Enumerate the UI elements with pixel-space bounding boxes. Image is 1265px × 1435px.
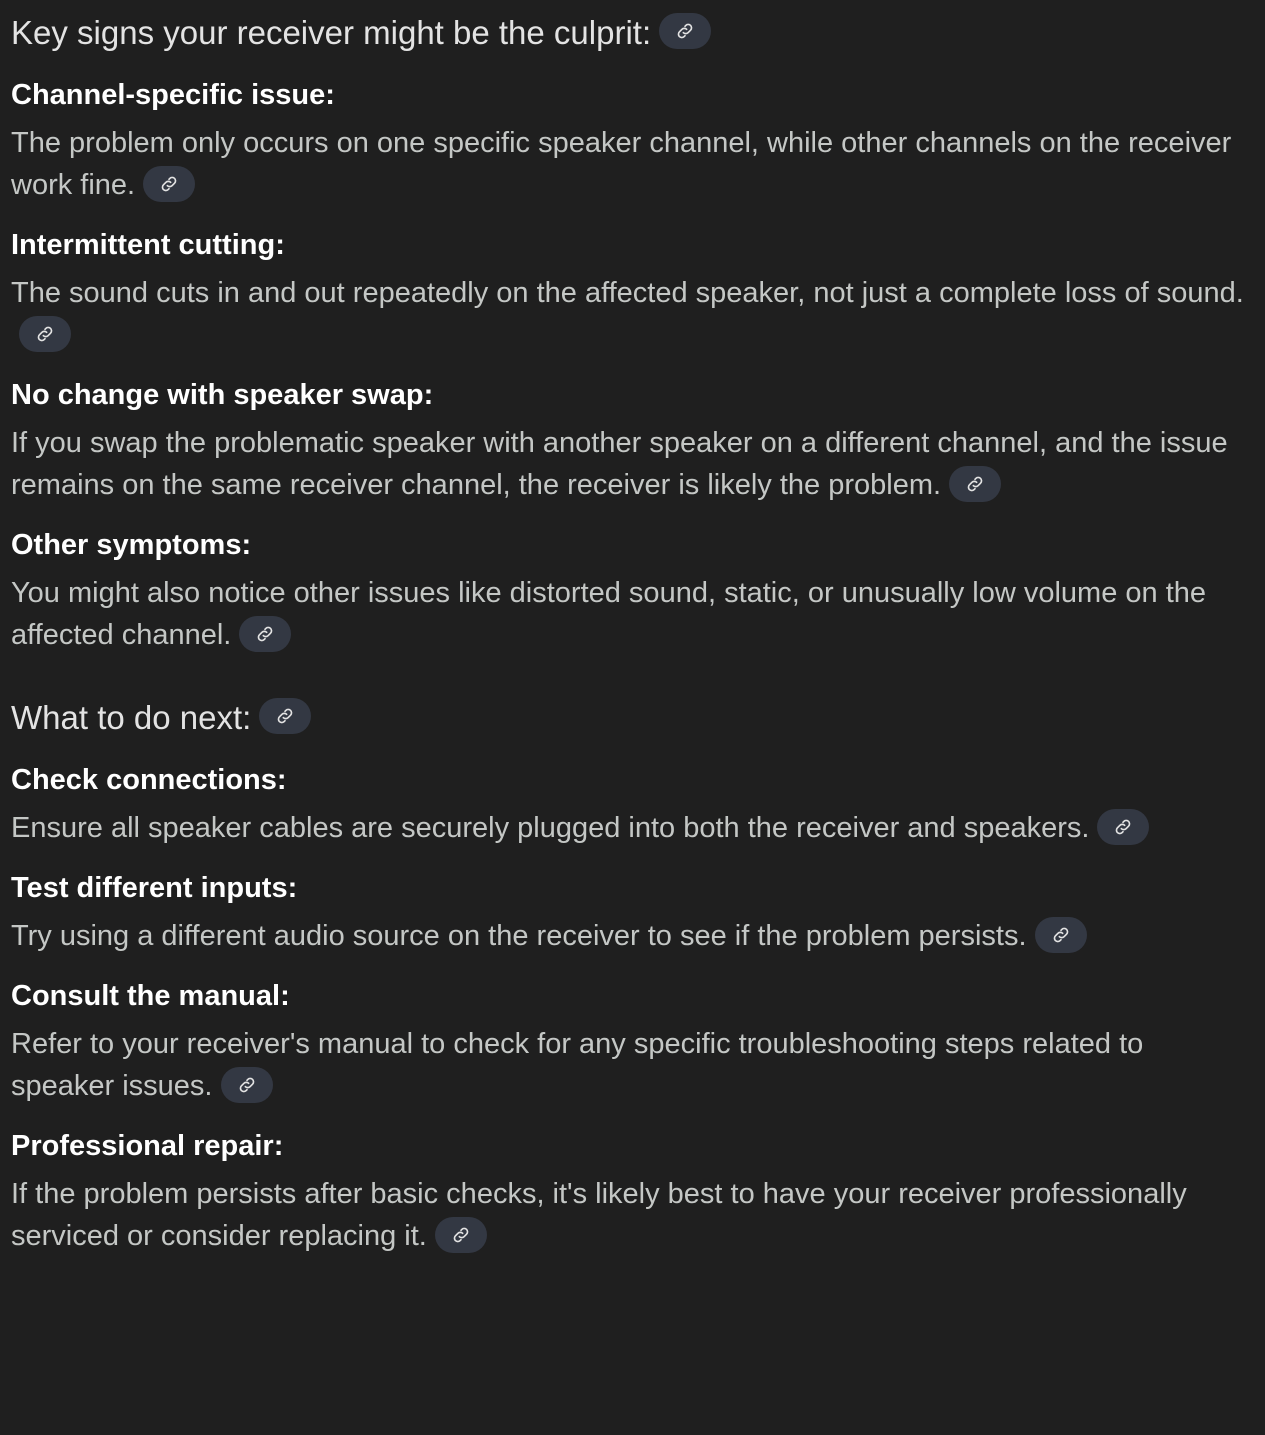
link-icon [255,624,275,644]
item-body-text: If you swap the problematic speaker with another speaker on a different channel, and the issue remains on the same receiver channel, the receiver is likely the problem. [11,427,1228,501]
source-link-chip[interactable] [143,166,195,202]
list-item [11,761,1253,849]
link-icon [159,174,179,194]
item-body [11,272,1253,356]
source-link-chip[interactable] [949,466,1001,502]
item-body [11,122,1253,206]
source-link-chip[interactable] [221,1067,273,1103]
link-icon [451,1225,471,1245]
item-body-text: Try using a different audio source on the receiver to see if the problem persists. [11,920,1027,952]
item-body-text: If the problem persists after basic checks, it's likely best to have your receiver professionally serviced or consider replacing it. [11,1178,1187,1252]
source-link-chip[interactable] [1035,917,1087,953]
item-title: Check connections: [11,764,287,796]
item-body [11,422,1253,506]
list-item [11,526,1253,656]
item-body-text: You might also notice other issues like distorted sound, static, or unusually low volume on the affected channel. [11,577,1207,651]
item-title: Test different inputs: [11,872,298,904]
item-title: Professional repair: [11,1130,284,1162]
section-title-text: Key signs your receiver might be the culprit: [11,14,652,51]
link-icon [965,474,985,494]
response-content [0,11,1265,1257]
item-body-text: The sound cuts in and out repeatedly on the affected speaker, not just a complete loss of sound. [11,277,1244,309]
item-body [11,572,1253,656]
link-icon [275,706,295,726]
item-body [11,807,1253,849]
list-item [11,76,1253,206]
list-item [11,869,1253,957]
source-link-chip[interactable] [19,316,71,352]
link-icon [1113,817,1133,837]
link-icon [1051,925,1071,945]
item-title: No change with speaker swap: [11,379,434,411]
section-title-key-signs [11,11,1253,55]
list-item [11,226,1253,356]
list-item [11,977,1253,1107]
list-item [11,376,1253,506]
item-title: Consult the manual: [11,980,290,1012]
item-body-text: Ensure all speaker cables are securely plugged into both the receiver and speakers. [11,812,1090,844]
section-title-text: What to do next: [11,699,252,736]
list-item [11,1127,1253,1257]
source-link-chip[interactable] [1097,809,1149,845]
item-title: Intermittent cutting: [11,229,285,261]
item-body-text: Refer to your receiver's manual to check for any specific troubleshooting steps related to speaker issues. [11,1028,1144,1102]
item-title: Other symptoms: [11,529,252,561]
source-link-chip[interactable] [239,616,291,652]
link-icon [675,21,695,41]
source-link-chip[interactable] [435,1217,487,1253]
item-title: Channel-specific issue: [11,79,335,111]
section-title-what-next [11,696,1253,740]
link-icon [237,1075,257,1095]
source-link-chip[interactable] [259,698,311,734]
item-body [11,1173,1253,1257]
item-body-text: The problem only occurs on one specific speaker channel, while other channels on the receiver work fine. [11,127,1232,201]
source-link-chip[interactable] [659,13,711,49]
item-body [11,1023,1253,1107]
link-icon [35,324,55,344]
item-body [11,915,1253,957]
